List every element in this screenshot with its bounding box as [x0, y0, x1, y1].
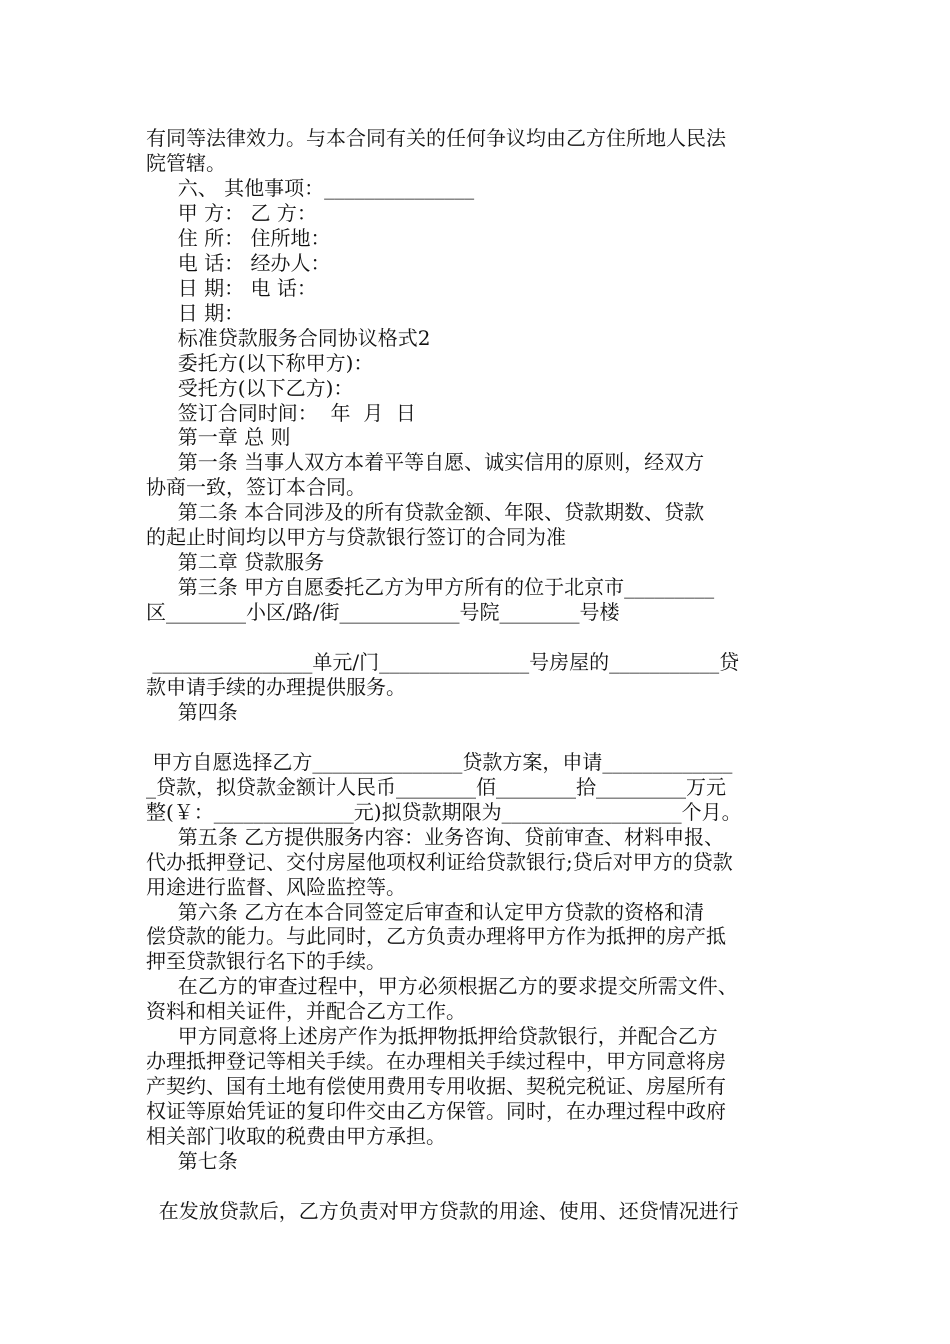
text-line: 甲 方： 乙 方：	[146, 201, 317, 225]
text-line: 办理抵押登记等相关手续。在办理相关手续过程中，甲方同意将房	[146, 1049, 726, 1073]
text-line: 区________小区/路/街____________号院________号楼	[146, 600, 620, 624]
text-line: 标准贷款服务合同协议格式2	[146, 326, 431, 350]
text-line: 在乙方的审查过程中，甲方必须根据乙方的要求提交所需文件、	[146, 974, 738, 998]
text-line: 押至贷款银行名下的手续。	[146, 949, 386, 973]
text-line: 甲方同意将上述房产作为抵押物抵押给贷款银行，并配合乙方	[146, 1024, 718, 1048]
text-line: 偿贷款的能力。与此同时，乙方负责办理将甲方作为抵押的房产抵	[146, 924, 726, 948]
text-line: 院管辖。	[146, 151, 226, 175]
text-line: 日 期：	[146, 301, 245, 325]
text-line: 第三条 甲方自愿委托乙方为甲方所有的位于北京市_________	[146, 575, 715, 599]
text-line: 第二章 贷款服务	[146, 550, 325, 574]
text-line: 受托方(以下乙方)：	[146, 376, 354, 400]
text-line: 委托方(以下称甲方)：	[146, 351, 374, 375]
text-line: ________________单元/门_______________号房屋的___________贷	[146, 650, 740, 674]
text-line: 签订合同时间： 年 月 日	[146, 401, 416, 425]
text-line	[146, 1173, 816, 1199]
text-line: 用途进行监督、风险监控等。	[146, 875, 406, 899]
text-line: 整(￥：______________元)拟贷款期限为__________________个月。	[146, 800, 742, 824]
text-line: 甲方自愿选择乙方_______________贷款方案，申请_____________	[146, 750, 733, 774]
text-line: 第六条 乙方在本合同签定后审查和认定甲方贷款的资格和清	[146, 900, 705, 924]
text-line: 六、 其他事项：_______________	[146, 176, 475, 200]
text-line: 资料和相关证件，并配合乙方工作。	[146, 999, 466, 1023]
text-line: 的起止时间均以甲方与贷款银行签订的合同为准	[146, 525, 566, 549]
text-line: _贷款，拟贷款金额计人民币________佰________拾_________万元	[146, 775, 726, 799]
text-line: 相关部门收取的税费由甲方承担。	[146, 1124, 446, 1148]
text-line: 第七条	[146, 1149, 238, 1173]
text-line: 住 所： 住所地：	[146, 226, 331, 250]
text-line: 第一章 总 则	[146, 425, 291, 449]
text-line: 代办抵押登记、交付房屋他项权利证给贷款银行;贷后对甲方的贷款	[146, 850, 733, 874]
text-line: 第二条 本合同涉及的所有贷款金额、年限、贷款期数、贷款	[146, 500, 705, 524]
text-line: 有同等法律效力。与本合同有关的任何争议均由乙方住所地人民法	[146, 126, 726, 150]
text-line	[146, 724, 816, 750]
text-line: 产契约、国有土地有偿使用费用专用收据、契税完税证、房屋所有	[146, 1074, 726, 1098]
text-line	[146, 624, 816, 650]
text-line: 在发放贷款后，乙方负责对甲方贷款的用途、使用、还贷情况进行	[146, 1199, 739, 1223]
text-line: 第一条 当事人双方本着平等自愿、诚实信用的原则，经双方	[146, 450, 705, 474]
text-line: 第五条 乙方提供服务内容：业务咨询、贷前审查、材料申报、	[146, 825, 725, 849]
text-line: 日 期： 电 话：	[146, 276, 317, 300]
text-line: 款申请手续的办理提供服务。	[146, 675, 406, 699]
text-line: 权证等原始凭证的复印件交由乙方保管。同时，在办理过程中政府	[146, 1099, 726, 1123]
text-line: 电 话： 经办人：	[146, 251, 331, 275]
text-line: 协商一致，签订本合同。	[146, 475, 366, 499]
text-line: 第四条	[146, 700, 238, 724]
